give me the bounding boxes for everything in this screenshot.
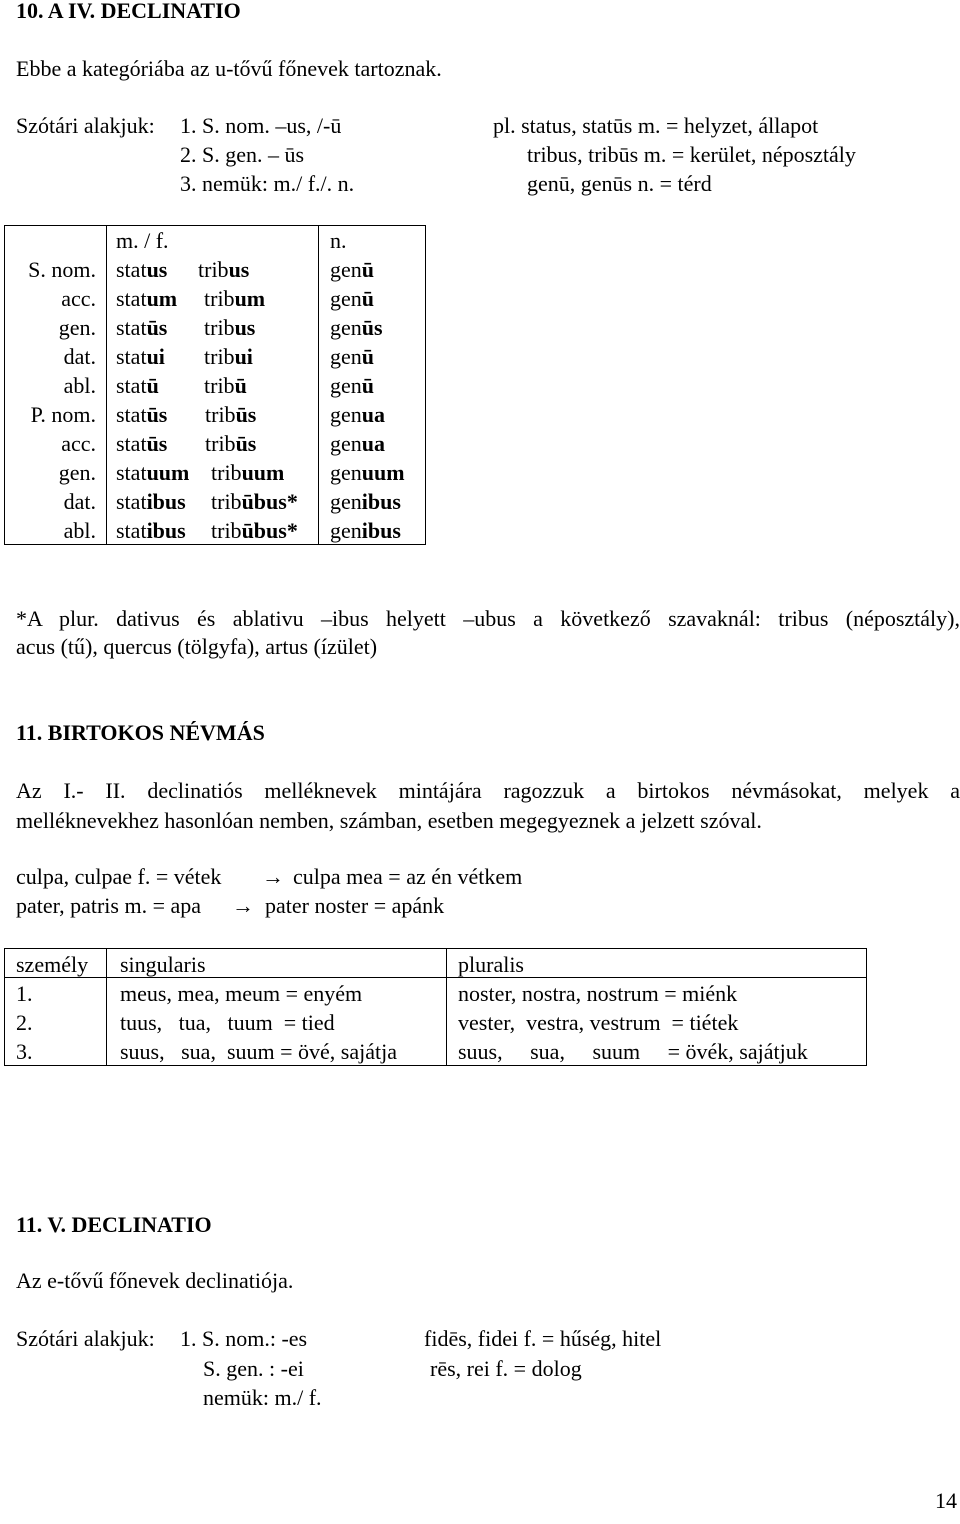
case-label: acc. xyxy=(61,431,96,456)
singular-cell: suus, sua, suum = övé, sajátja xyxy=(120,1039,397,1064)
genu-form xyxy=(330,460,405,486)
stem: gen xyxy=(330,373,362,398)
case-cell xyxy=(64,518,96,544)
ending: ū xyxy=(361,373,375,398)
status-form xyxy=(116,518,186,544)
ending: ibus xyxy=(361,489,401,514)
example-pater: pater, patris m. = apa xyxy=(16,893,202,918)
case-cell xyxy=(59,315,96,341)
ending: ū xyxy=(361,344,375,369)
status-form xyxy=(116,460,189,486)
right-arrow-icon: → xyxy=(262,864,284,889)
dict-line-3: 3. nemük: m./ f./. n. xyxy=(180,171,355,196)
case-label: P. nom. xyxy=(30,402,96,427)
plural-cell: noster, nostra, nostrum = miénk xyxy=(458,981,738,1006)
footnote-line-2: acus (tű), quercus (tölgyfa), artus (ízület) xyxy=(16,634,378,659)
status-form xyxy=(116,373,159,399)
dict-line-5-1: 1. S. nom.: -es xyxy=(180,1326,308,1351)
table-divider xyxy=(106,948,107,1065)
footnote-line-1 xyxy=(16,604,960,633)
status-form xyxy=(116,431,167,457)
stem: stat xyxy=(116,431,147,456)
table-divider xyxy=(106,225,107,544)
ending: ūs xyxy=(146,315,168,340)
person-cell: 2. xyxy=(16,1010,33,1035)
ending: ūbus* xyxy=(241,518,298,543)
header-plural: pluralis xyxy=(458,952,524,977)
stem: stat xyxy=(116,518,147,543)
stem: trib xyxy=(211,489,242,514)
case-cell xyxy=(64,489,96,515)
ending: ū xyxy=(146,373,159,398)
example-culpa: culpa, culpae f. = vétek xyxy=(16,864,222,889)
stem: gen xyxy=(330,315,362,340)
genu-form xyxy=(330,373,374,399)
example-2: tribus, tribūs m. = kerület, néposztály xyxy=(527,142,856,167)
tribus-form xyxy=(198,257,249,283)
case-label: dat. xyxy=(63,344,96,369)
case-label: acc. xyxy=(61,286,96,311)
tribus-form xyxy=(204,315,255,341)
tribus-form xyxy=(211,518,298,544)
stem: trib xyxy=(204,344,235,369)
case-cell xyxy=(61,286,96,312)
section-10-title: 10. A IV. DECLINATIO xyxy=(16,0,241,23)
singular-cell: tuus, tua, tuum = tied xyxy=(120,1010,335,1035)
ending: uum xyxy=(146,460,190,485)
stem: trib xyxy=(198,257,229,282)
ending: ibus xyxy=(146,518,186,543)
table-divider xyxy=(446,948,447,1065)
dict-line-1: 1. S. nom. –us, /-ū xyxy=(180,113,342,138)
stem: trib xyxy=(204,373,235,398)
section-10-intro: Ebbe a kategóriába az u-tővű főnevek tartoznak. xyxy=(16,56,442,81)
status-form xyxy=(116,315,167,341)
ending: ui xyxy=(234,344,253,369)
status-form xyxy=(116,489,186,515)
ending: ibus xyxy=(146,489,186,514)
genu-form xyxy=(330,286,374,312)
ending: ibus xyxy=(361,518,401,543)
case-label: gen. xyxy=(58,315,96,340)
stem: gen xyxy=(330,344,362,369)
example-3: genū, genūs n. = térd xyxy=(527,171,712,196)
stem: trib xyxy=(204,286,235,311)
ending: ūs xyxy=(235,402,257,427)
stem: gen xyxy=(330,489,362,514)
dict-label: Szótári alakjuk: xyxy=(16,113,155,138)
tribus-form xyxy=(205,431,256,457)
stem: stat xyxy=(116,402,147,427)
stem: trib xyxy=(205,431,236,456)
stem: stat xyxy=(116,373,147,398)
stem: trib xyxy=(204,315,235,340)
person-cell: 3. xyxy=(16,1039,33,1064)
ending: uum xyxy=(241,460,285,485)
status-form xyxy=(116,257,167,283)
stem: stat xyxy=(116,315,147,340)
stem: gen xyxy=(330,257,362,282)
case-cell xyxy=(59,460,96,486)
tribus-form xyxy=(204,373,247,399)
section-11-para-2: melléknevekhez hasonlóan nemben, számban, esetben megegyeznek a jelzett szóval. xyxy=(16,808,762,833)
tribus-form xyxy=(205,402,256,428)
dict-line-5-3: nemük: m./ f. xyxy=(203,1385,322,1410)
tribus-form xyxy=(204,286,265,312)
header-neuter: n. xyxy=(330,228,347,253)
genu-form xyxy=(330,431,385,457)
case-cell xyxy=(64,373,96,399)
stem: gen xyxy=(330,460,362,485)
section-5-title: 11. V. DECLINATIO xyxy=(16,1212,212,1237)
header-person: személy xyxy=(16,952,89,977)
stem: trib xyxy=(211,460,242,485)
stem: gen xyxy=(330,518,362,543)
ending: ūbus* xyxy=(241,489,298,514)
example-pater-noster: pater noster = apánk xyxy=(265,893,445,918)
status-form xyxy=(116,286,177,312)
plural-cell: vester, vestra, vestrum = tiétek xyxy=(458,1010,739,1035)
section-11-title: 11. BIRTOKOS NÉVMÁS xyxy=(16,720,265,745)
genu-form xyxy=(330,344,374,370)
header-singular: singularis xyxy=(120,952,206,977)
plural-cell: suus, sua, suum = övék, sajátjuk xyxy=(458,1039,808,1064)
tribus-form xyxy=(204,344,253,370)
stem: trib xyxy=(205,402,236,427)
section-5-intro: Az e-tővű főnevek declinatiója. xyxy=(16,1268,294,1293)
example-culpa-mea: culpa mea = az én vétkem xyxy=(293,864,523,889)
case-cell xyxy=(28,257,96,283)
stem: gen xyxy=(330,402,362,427)
stem: gen xyxy=(330,431,362,456)
person-cell: 1. xyxy=(16,981,33,1006)
case-cell xyxy=(31,402,96,428)
ending: um xyxy=(146,286,178,311)
section-11-para-1 xyxy=(16,776,960,805)
ending: ui xyxy=(146,344,165,369)
genu-form xyxy=(330,489,401,515)
table-divider xyxy=(318,225,319,544)
ending: ua xyxy=(361,431,386,456)
case-cell xyxy=(61,431,96,457)
ending: ūs xyxy=(235,431,257,456)
genu-form xyxy=(330,518,401,544)
ending: ua xyxy=(361,402,386,427)
page-number: 14 xyxy=(935,1488,957,1513)
ending: um xyxy=(234,286,266,311)
tribus-form xyxy=(211,489,298,515)
ending: us xyxy=(146,257,168,282)
example-1: pl. status, statūs m. = helyzet, állapot xyxy=(493,113,819,138)
case-label: abl. xyxy=(63,518,96,543)
stem: stat xyxy=(116,489,147,514)
ending: ū xyxy=(361,257,375,282)
stem: stat xyxy=(116,460,147,485)
case-label: abl. xyxy=(63,373,96,398)
genu-form xyxy=(330,315,383,341)
status-form xyxy=(116,344,165,370)
ending: uum xyxy=(361,460,405,485)
dict-line-2: 2. S. gen. – ūs xyxy=(180,142,305,167)
example-res: rēs, rei f. = dolog xyxy=(430,1356,582,1381)
dict-line-5-2: S. gen. : -ei xyxy=(203,1356,304,1381)
ending: ū xyxy=(234,373,247,398)
ending: ūs xyxy=(146,402,168,427)
example-fides: fidēs, fidei f. = hűség, hitel xyxy=(424,1326,662,1351)
tribus-form xyxy=(211,460,284,486)
ending: us xyxy=(234,315,256,340)
status-form xyxy=(116,402,167,428)
case-label: gen. xyxy=(58,460,96,485)
genu-form xyxy=(330,257,374,283)
header-masc-fem: m. / f. xyxy=(116,228,169,253)
stem: stat xyxy=(116,344,147,369)
ending: ūs xyxy=(146,431,168,456)
right-arrow-icon: → xyxy=(232,893,254,918)
case-cell xyxy=(64,344,96,370)
ending: us xyxy=(228,257,250,282)
stem: gen xyxy=(330,286,362,311)
singular-cell: meus, mea, meum = enyém xyxy=(120,981,363,1006)
genu-form xyxy=(330,402,385,428)
case-label: S. nom. xyxy=(28,257,96,282)
dict-label-5: Szótári alakjuk: xyxy=(16,1326,155,1351)
ending: ū xyxy=(361,286,375,311)
stem: stat xyxy=(116,286,147,311)
ending: ūs xyxy=(361,315,383,340)
footnote-text: *A plur. dativus és ablativu –ibus helyett –ubus a következő szavaknál: tribus (néposztály), xyxy=(16,606,960,631)
stem: trib xyxy=(211,518,242,543)
stem: stat xyxy=(116,257,147,282)
para-text: Az I.- II. declinatiós melléknevek mintájára ragozzuk a birtokos névmásokat, melyek a xyxy=(16,778,960,803)
case-label: dat. xyxy=(63,489,96,514)
